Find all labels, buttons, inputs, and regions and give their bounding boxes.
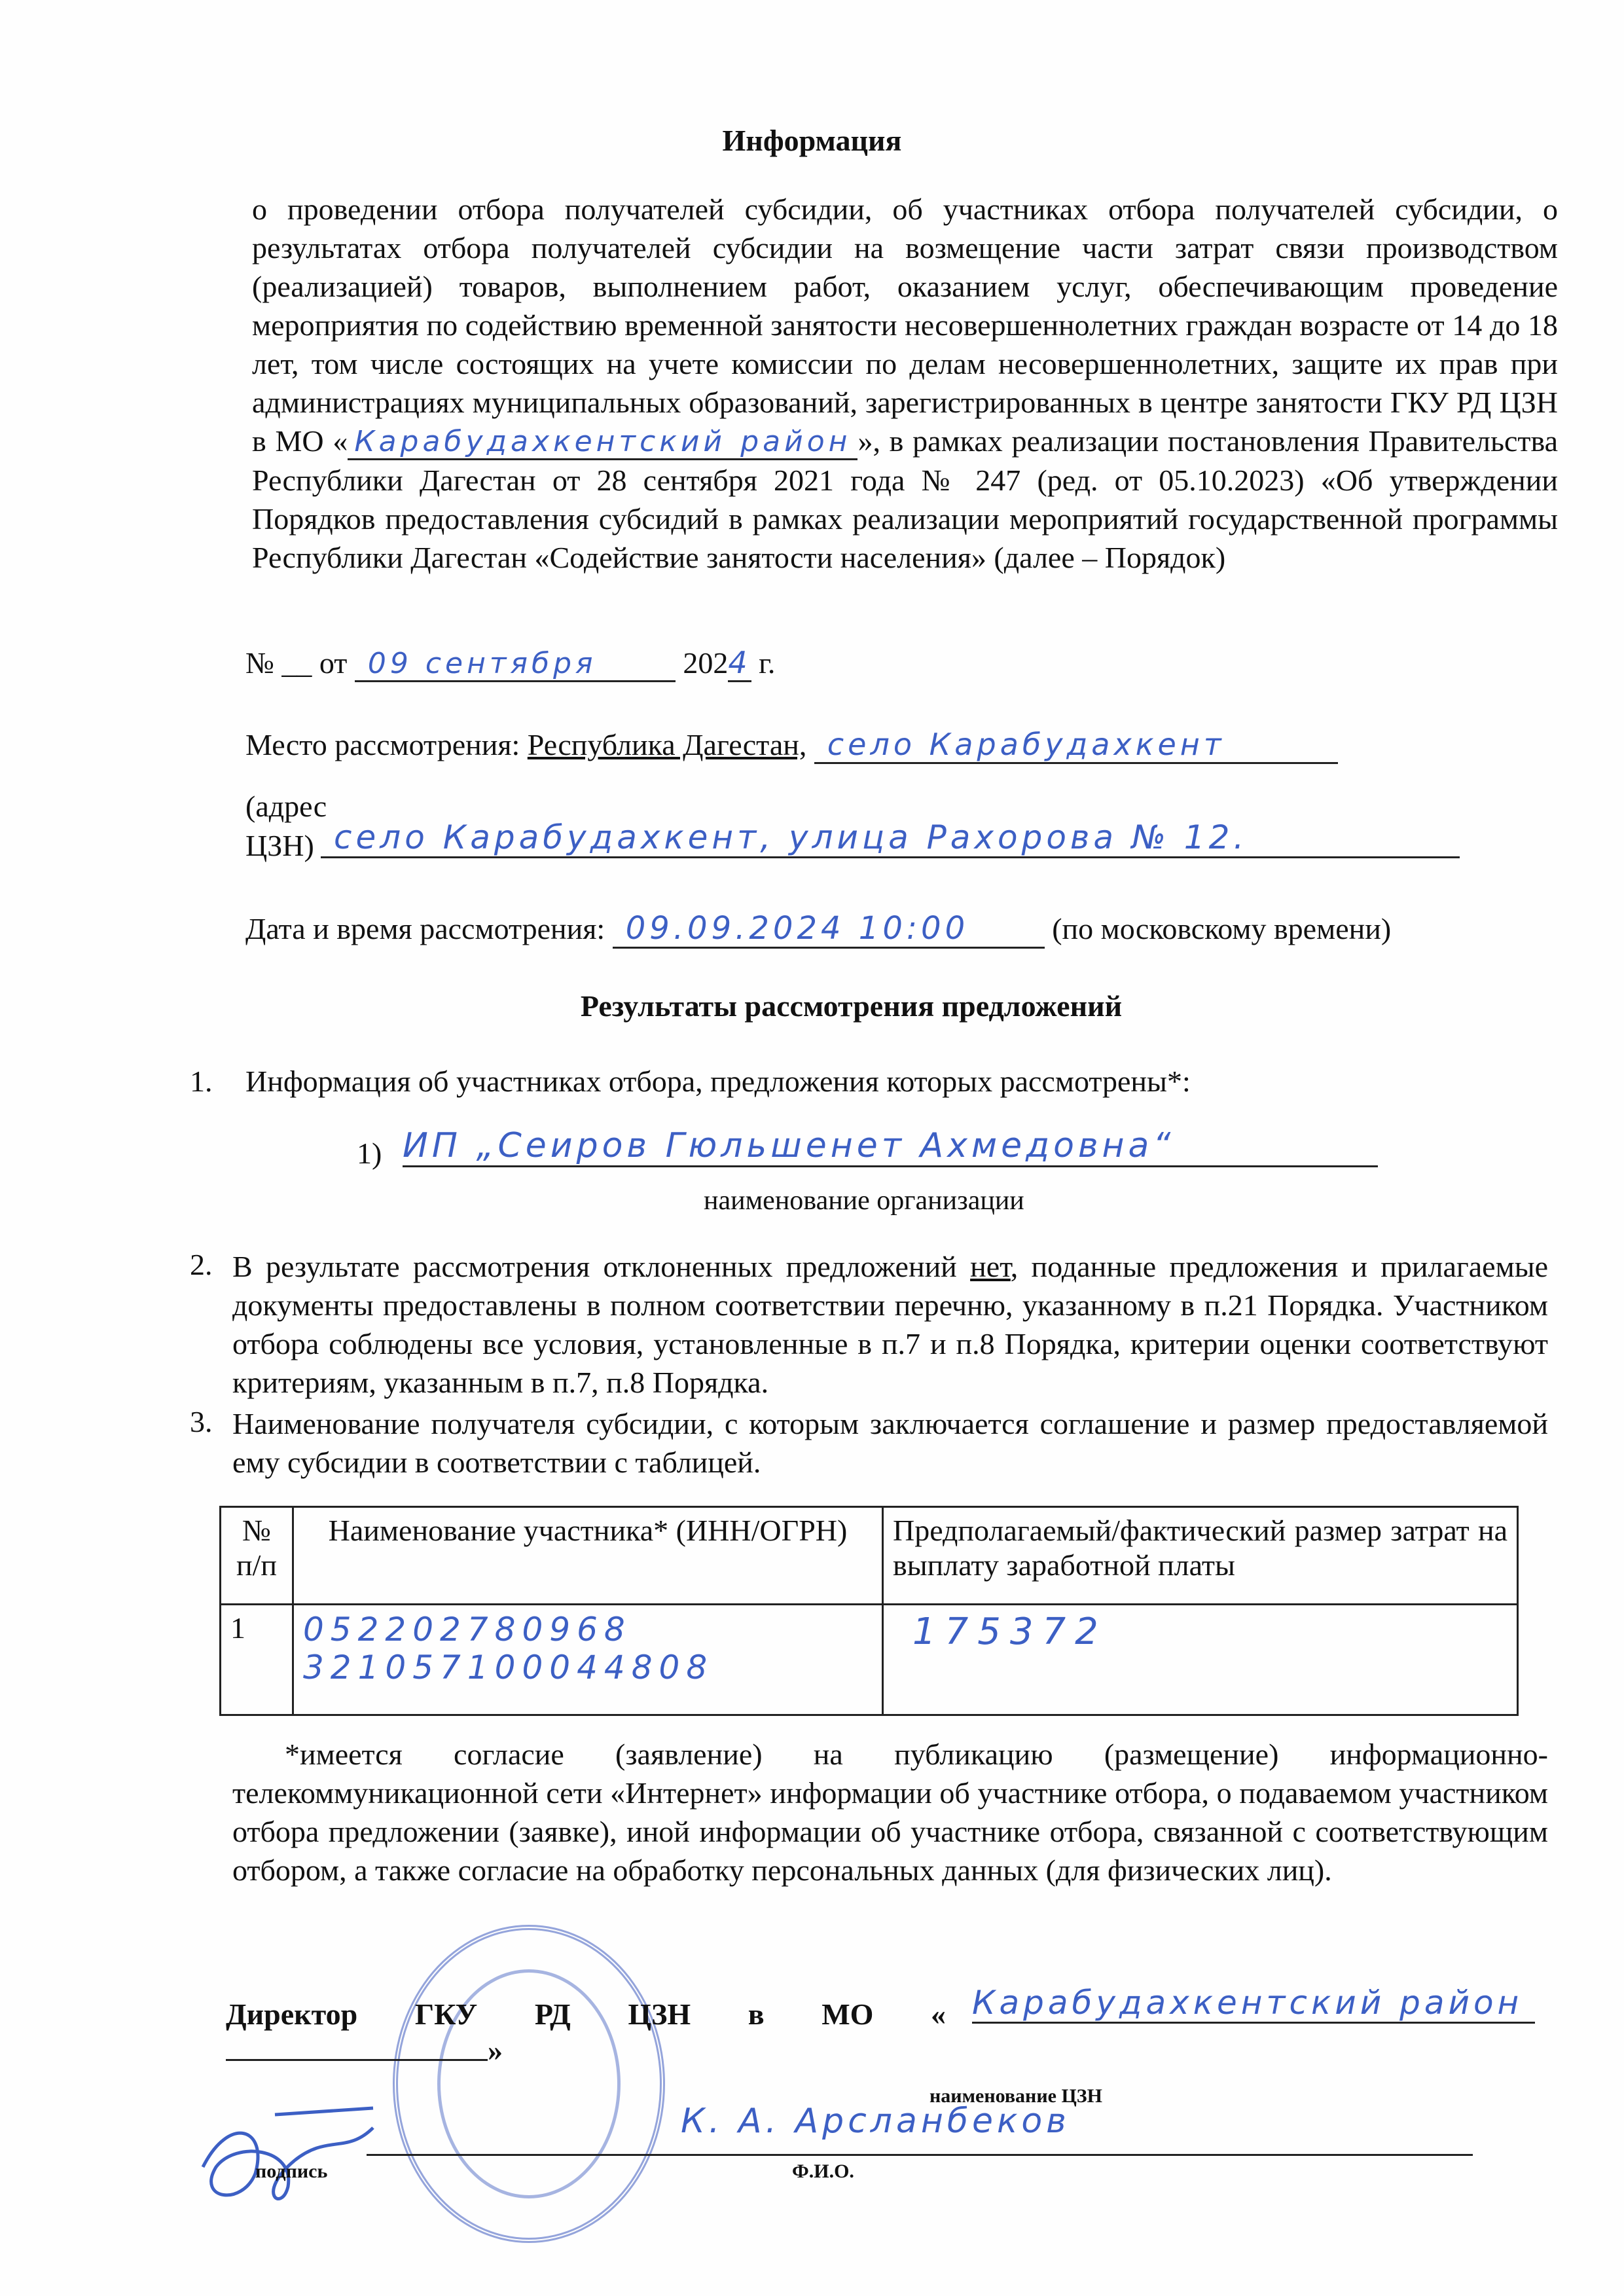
place-handwritten: село Карабудахкент (814, 727, 1338, 764)
director-word: ГКУ (414, 1997, 478, 2031)
stamp-seal (393, 1925, 665, 2243)
place-label: Место рассмотрения: (245, 728, 520, 761)
item1-number: 1. (190, 1065, 213, 1098)
director-word: РД (534, 1997, 571, 2031)
datetime-label: Дата и время рассмотрения: (245, 912, 605, 945)
document-title: Информация (722, 124, 902, 157)
header-number: № п/п (221, 1507, 293, 1605)
results-heading: Результаты рассмотрения предложений (580, 989, 1123, 1023)
director-word: МО (821, 1997, 874, 2031)
item2-text-before: В результате рассмотрения отклоненных предложений (232, 1250, 957, 1283)
datetime-handwritten: 09.09.2024 10:00 (613, 910, 1045, 949)
intro-tail: », в рамках реализации постановления Правительства Республики Дагестан от 28 сентября 2021 года № 247 (ред. от 05.10.2023) «Об утверждении Порядков предоставления субсидий в рамках реализации мероприятий государственной программы Республики Дагестан «Содействие занятости населения» (далее – Порядок) (252, 424, 1559, 574)
date-handwritten: 09 сентября (355, 647, 676, 682)
row-participant (293, 1605, 883, 1715)
fio-underline (367, 2154, 1473, 2156)
footnote: *имеется согласие (заявление) на публикацию (размещение) информационно-телекоммуникационной сети «Интернет» информации об участнике отбора, о подаваемом участником отбора предложении (заявке), иной информации об участнике отбора, связанной с соответствующим отбором, а также согласие на обработку персональных данных (для физических лиц). (232, 1738, 1548, 1887)
item3-text: Наименование получателя субсидии, с которым заключается соглашение и размер предоставляемой ему субсидии в соответствии с таблицей. (232, 1407, 1548, 1479)
director-underline (226, 2059, 488, 2061)
director-district-handwritten: Карабудахкентский район (972, 1984, 1535, 2024)
address-handwritten: село Карабудахкент, улица Рахорова № 12. (321, 818, 1460, 858)
results-table (219, 1506, 1519, 1716)
item2-text-after: , поданные предложения и прилагаемые документы предоставлены в полном соответствии перечню, указанному в п.21 Порядка. Участником отбора соблюдены все условия, установленные в п.7 и п.8 Порядка, критерии оценки соответствуют критериям, указанным в п.7, п.8 Порядка. (232, 1250, 1549, 1399)
item2-text-underlined: нет (970, 1250, 1011, 1283)
director-close-quote: » (488, 2033, 503, 2067)
item2-paragraph (232, 1247, 1548, 1402)
item3-number: 3. (190, 1405, 213, 1438)
header-participant: Наименование участника* (ИНН/ОГРН) (293, 1507, 883, 1605)
year-prefix: 202 (683, 646, 729, 680)
row-number: 1 (221, 1605, 293, 1715)
item1-text: Информация об участниках отбора, предложения которых рассмотрены*: (245, 1065, 1191, 1098)
participant-caption: наименование организации (704, 1186, 1024, 1216)
item2-number: 2. (190, 1248, 213, 1281)
director-word: « (930, 1997, 946, 2031)
intro-text: о проведении отбора получателей субсидии, об участниках отбора получателей субсидии, о результатах отбора получателей субсидии на возмещение части затрат связи производством (реализацией) товаров, выполнением работ, оказанием услуг, обеспечивающим проведение мероприятия по содействию временной занятости несовершеннолетних граждан возрасте от 14 до 18 лет, том числе состоящих на учете комиссии по делам несовершеннолетних, защите их прав при администрациях муниципальных образований, зарегистрированных в центре занятости ГКУ РД ЦЗН в МО « (252, 192, 1558, 458)
participant-number: 1) (357, 1137, 382, 1170)
director-line (226, 1997, 946, 2032)
header-amount: Предполагаемый/фактический размер затрат на выплату заработной платы (883, 1507, 1518, 1605)
address-label-1: (адрес (245, 790, 327, 823)
director-word: ЦЗН (628, 1997, 691, 2031)
row-amount (883, 1605, 1518, 1715)
table-row (221, 1605, 1518, 1715)
fio-caption: Ф.И.О. (792, 2160, 854, 2182)
row-amount-handwritten: 175372 (912, 1611, 1108, 1653)
number-date-line (245, 645, 775, 682)
signature-caption: подпись (255, 2160, 328, 2182)
year-handwritten: 4 (728, 645, 751, 682)
director-word: в (748, 1997, 765, 2031)
district-handwritten: Карабудахкентский район (348, 425, 857, 460)
datetime-suffix: (по московскому времени) (1052, 912, 1392, 945)
year-suffix: г. (759, 646, 776, 680)
fio-handwritten: К. А. Арсланбеков (681, 2102, 1070, 2141)
address-label-2: ЦЗН) (245, 829, 314, 862)
place-printed: Республика Дагестан, (527, 728, 807, 761)
row-inn-handwritten: 052202780968 (303, 1611, 632, 1649)
row-ogrn-handwritten: 321057100044808 (303, 1649, 714, 1686)
number-prefix: № __ от (245, 646, 348, 680)
czn-caption: наименование ЦЗН (929, 2085, 1102, 2107)
place-line (245, 727, 1338, 764)
participant-handwritten: ИП „Сеиров Гюльшенет Ахмедовна“ (403, 1126, 1378, 1167)
table-header-row (221, 1507, 1518, 1605)
datetime-line (245, 910, 1391, 949)
director-word: Директор (226, 1997, 358, 2031)
intro-paragraph (252, 190, 1558, 577)
